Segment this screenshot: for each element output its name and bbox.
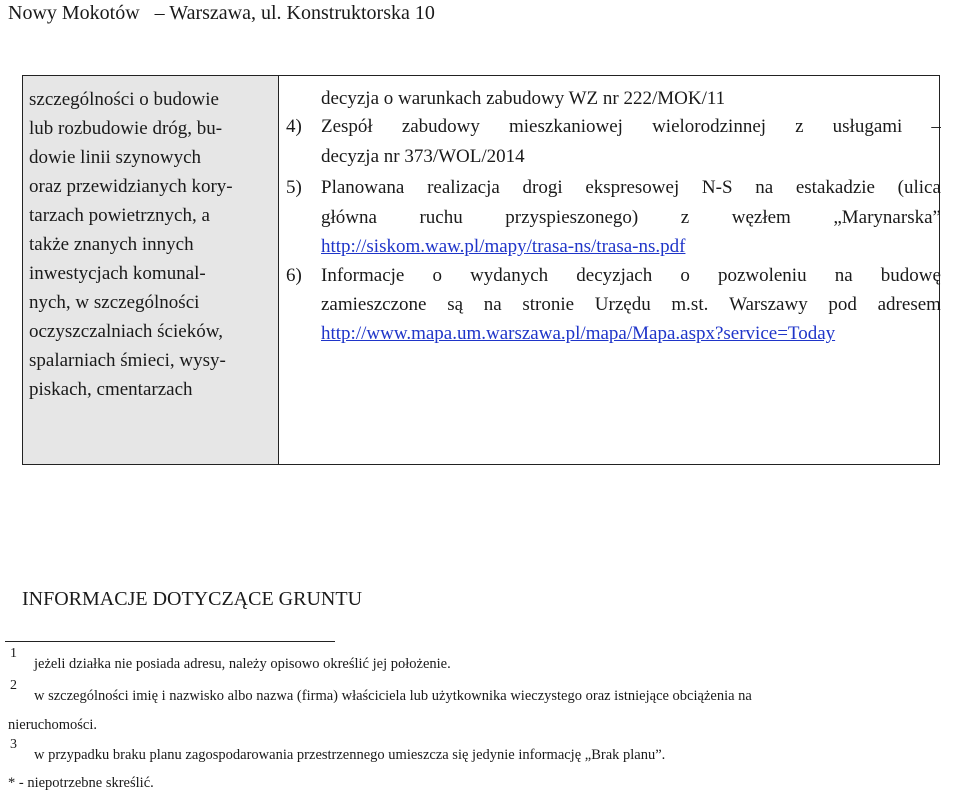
word: z (680, 207, 690, 228)
item-4-line-2: decyzja nr 373/WOL/2014 (321, 146, 525, 167)
footnote-mark: 1 (10, 646, 17, 661)
word: m.st. (671, 294, 709, 315)
strike-note: * - niepotrzebne skreślić. (8, 775, 154, 791)
left-line: oczyszczalniach ścieków, (29, 321, 223, 342)
word: przyspieszonego) (505, 207, 639, 228)
item-number: 4) (286, 116, 302, 137)
left-line: lub rozbudowie dróg, bu- (29, 118, 223, 139)
footnote-1: jeżeli działka nie posiada adresu, należy opisowo określić jej położenie. (34, 656, 451, 672)
word: Zespół (321, 116, 373, 137)
word: wydanych (470, 265, 549, 286)
word: Warszawy (729, 294, 808, 315)
item-6-line-2 (321, 294, 941, 316)
item-5-line-1 (321, 177, 941, 199)
word: realizacja (427, 177, 500, 198)
word: ekspresowej (585, 177, 680, 198)
footnote-2-continuation: nieruchomości. (8, 717, 97, 733)
word: ruchu (419, 207, 463, 228)
word: pod (828, 294, 857, 315)
footnote-2: w szczególności imię i nazwisko albo nazwa (firma) właściciela lub użytkownika wieczystego oraz istniejące obciążenia na (34, 688, 752, 704)
footnote-divider (5, 641, 335, 642)
word: na (755, 177, 774, 198)
left-line: nych, w szczególności (29, 292, 200, 313)
word: o (680, 265, 690, 286)
footnote-mark: 2 (10, 678, 17, 693)
mapa-link[interactable]: http://www.mapa.um.warszawa.pl/mapa/Mapa.aspx?service=Today (321, 323, 836, 344)
item-6-line-1 (321, 265, 941, 287)
item-number: 6) (286, 265, 302, 286)
word: estakadzie (795, 177, 875, 198)
left-line: także znanych innych (29, 234, 194, 255)
word: (ulica (897, 177, 941, 198)
word: usługami (832, 116, 903, 137)
word: są (447, 294, 464, 315)
footnote-mark: 3 (10, 737, 17, 752)
word: decyzjach (576, 265, 653, 286)
word: „Marynarska” (833, 207, 941, 228)
item-4-line-1 (321, 116, 941, 138)
section-title: INFORMACJE DOTYCZĄCE GRUNTU (22, 588, 363, 610)
left-line: oraz przewidzianych kory- (29, 176, 233, 197)
word: – (931, 116, 941, 137)
word: zabudowy (401, 116, 480, 137)
word: na (483, 294, 502, 315)
left-line: piskach, cmentarzach (29, 379, 193, 400)
word: drogi (522, 177, 563, 198)
left-line: inwestycjach komunal- (29, 263, 206, 284)
word: Planowana (321, 177, 405, 198)
left-line: tarzach powietrznych, a (29, 205, 210, 226)
word: Informacje (321, 265, 405, 286)
left-line: dowie linii szynowych (29, 147, 202, 168)
word: węzłem (731, 207, 791, 228)
word: N-S (701, 177, 733, 198)
item-5-line-2 (321, 207, 941, 229)
left-line: spalarniach śmieci, wysy- (29, 350, 226, 371)
word: budowę (880, 265, 941, 286)
left-line: szczególności o budowie (29, 89, 219, 110)
word: adresem (877, 294, 941, 315)
word: z (795, 116, 804, 137)
word: pozwoleniu (717, 265, 807, 286)
word: wielorodzinnej (652, 116, 767, 137)
word: mieszkaniowej (509, 116, 623, 137)
word: stronie (522, 294, 575, 315)
trasa-ns-link[interactable]: http://siskom.waw.pl/mapy/trasa-ns/trasa-ns.pdf (321, 236, 686, 257)
word: na (834, 265, 853, 286)
page-header: Nowy Mokotów – Warszawa, ul. Konstruktorska 10 (8, 2, 435, 24)
footnote-3: w przypadku braku planu zagospodarowania przestrzennego umieszcza się jedynie informację „Brak planu”. (34, 747, 666, 763)
item-number: 5) (286, 177, 302, 198)
decision-line: decyzja o warunkach zabudowy WZ nr 222/MOK/11 (321, 88, 726, 109)
word: zamieszczone (321, 294, 427, 315)
left-column (23, 76, 279, 464)
word: Urzędu (594, 294, 651, 315)
word: główna (321, 207, 377, 228)
word: o (432, 265, 442, 286)
